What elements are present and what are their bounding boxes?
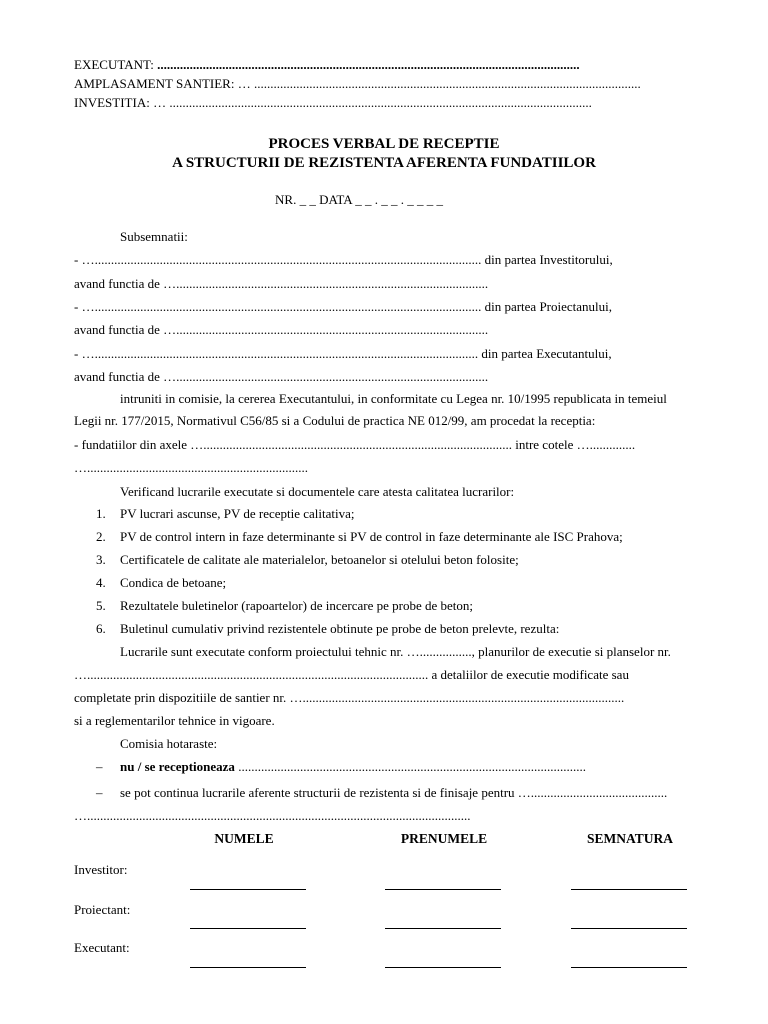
- row-label-proiectant: Proiectant:: [74, 902, 131, 917]
- amplasament-label: AMPLASAMENT SANTIER: …: [74, 76, 251, 91]
- decision-dots: ...........................................................................................................: [238, 759, 586, 774]
- proiectant-name-line[interactable]: [190, 928, 306, 929]
- list-item: Certificatele de calitate ale materialelor, betoanelor si otelului beton folosite;: [120, 552, 519, 567]
- decision-line-2-continuation: …......................................................................................................................: [74, 808, 471, 823]
- executant-row: - …...................................................................................................................... din partea Executantului,: [74, 346, 612, 361]
- proiectant-function: avand functia de …................................................................................................: [74, 322, 489, 337]
- legii-text: Legii nr. 177/2015, Normativul C56/85 si a Codului de practica NE 012/99, am procedat la receptia:: [74, 413, 596, 428]
- column-header-semnatura: SEMNATURA: [586, 831, 673, 846]
- amplasament-dots: .......................................................................................................................: [253, 76, 641, 91]
- investitor-function: avand functia de …................................................................................................: [74, 276, 489, 291]
- list-item-number: 1.: [96, 506, 106, 521]
- subsemnatii-text: Subsemnatii:: [120, 229, 188, 244]
- comisia-text: Comisia hotaraste:: [120, 736, 218, 751]
- document-title-line2: A STRUCTURII DE REZISTENTA AFERENTA FUNDATIILOR: [172, 155, 596, 171]
- list-item: PV lucrari ascunse, PV de receptie calitativa;: [120, 506, 355, 521]
- fundatii-text: - fundatiilor din axele …............................................................................................... intre cotele …..............: [74, 437, 636, 452]
- verificand-text: Verificand lucrarile executate si documentele care atesta calitatea lucrarilor:: [120, 484, 515, 499]
- investitor-signature-line[interactable]: [571, 889, 687, 890]
- proiectant-row: - …....................................................................................................................... din partea Proiectanului,: [74, 299, 613, 314]
- decision-receptioneaza: nu / se receptioneaza: [120, 759, 235, 774]
- reglementari-text: si a reglementarilor tehnice in vigoare.: [74, 713, 275, 728]
- executant-dots: ..................................................................................................................................: [157, 57, 580, 72]
- row-label-executant: Executant:: [74, 940, 130, 955]
- lucrarile-continuation: …......................................................................................................... a detaliilor de executie modificate sau: [74, 667, 629, 682]
- dash-bullet: –: [96, 785, 103, 800]
- amplasament-header-line: [74, 76, 641, 91]
- executant-header-line: [74, 57, 580, 72]
- executant-function: avand functia de …................................................................................................: [74, 369, 489, 384]
- investitor-firstname-line[interactable]: [385, 889, 501, 890]
- decision-line-2: se pot continua lucrarile aferente structurii de rezistenta si de finisaje pentru …..........................................: [120, 785, 668, 800]
- list-item-number: 5.: [96, 598, 106, 613]
- number-date-line: NR. _ _ DATA _ _ . _ _ . _ _ _ _: [275, 192, 443, 207]
- decision-line-1: [120, 759, 586, 774]
- investitor-row: - …....................................................................................................................... din partea Investitorului,: [74, 252, 613, 267]
- proiectant-signature-line[interactable]: [571, 928, 687, 929]
- fundatii-continuation: …....................................................................: [74, 460, 308, 475]
- executant-signature-line[interactable]: [571, 967, 687, 968]
- investitia-label: INVESTITIA: …: [74, 95, 167, 110]
- dash-bullet: –: [96, 759, 103, 774]
- list-item-number: 2.: [96, 529, 106, 544]
- proiectant-firstname-line[interactable]: [385, 928, 501, 929]
- investitia-dots: ..................................................................................................................................: [169, 95, 592, 110]
- row-label-investitor: Investitor:: [74, 862, 128, 877]
- executant-firstname-line[interactable]: [385, 967, 501, 968]
- investitor-name-line[interactable]: [190, 889, 306, 890]
- list-item: Condica de betoane;: [120, 575, 227, 590]
- completate-text: completate prin dispozitiile de santier nr. …...................................................................................................: [74, 690, 625, 705]
- column-header-numele: NUMELE: [214, 831, 274, 846]
- lucrarile-text: Lucrarile sunt executate conform proiectului tehnic nr. …................, planurilor de executie si planselor nr.: [120, 644, 671, 659]
- document-title-line1: PROCES VERBAL DE RECEPTIE: [268, 136, 500, 152]
- list-item: PV de control intern in faze determinante si PV de control in faze determinante ale ISC Prahova;: [120, 529, 623, 544]
- investitia-header-line: [74, 95, 592, 110]
- list-item-number: 4.: [96, 575, 106, 590]
- list-item: Buletinul cumulativ privind rezistentele obtinute pe probe de beton prelevte, rezulta:: [120, 621, 560, 636]
- intruniti-text: intruniti in comisie, la cererea Executantului, in conformitate cu Legea nr. 10/1995 republicata in temeiul: [120, 391, 667, 406]
- executant-label: EXECUTANT:: [74, 57, 154, 72]
- list-item: Rezultatele buletinelor (rapoartelor) de incercare pe probe de beton;: [120, 598, 473, 613]
- list-item-number: 3.: [96, 552, 106, 567]
- executant-name-line[interactable]: [190, 967, 306, 968]
- list-item-number: 6.: [96, 621, 106, 636]
- column-header-prenumele: PRENUMELE: [400, 831, 488, 846]
